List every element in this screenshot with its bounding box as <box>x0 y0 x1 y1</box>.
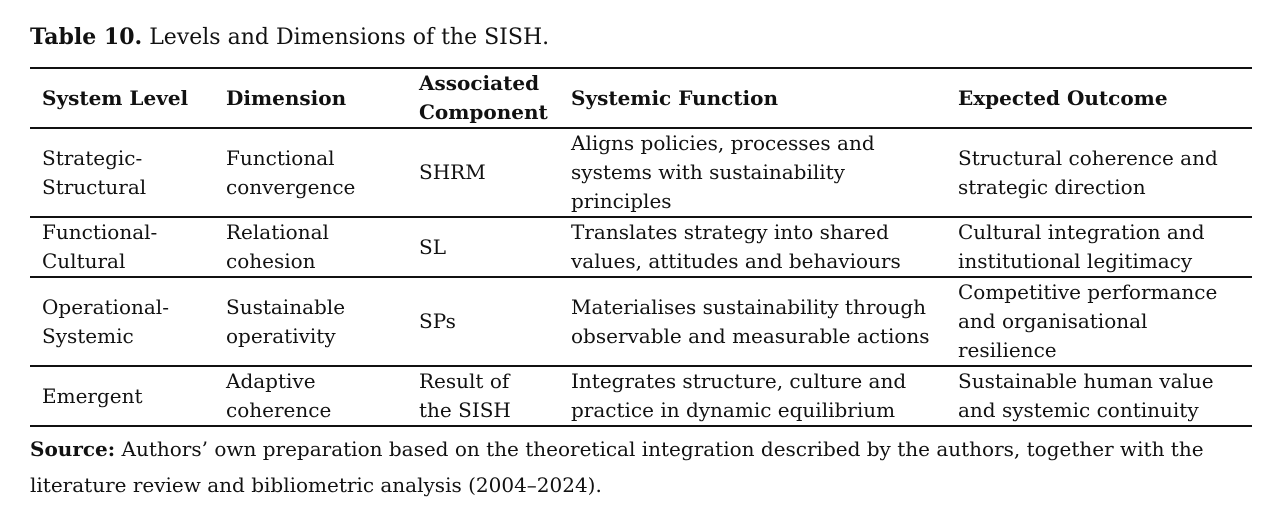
cell-systemic-function: Integrates structure, culture and practice in dynamic equilibrium <box>571 369 907 422</box>
table-row <box>30 217 1252 277</box>
header-systemic-function: Systemic Function <box>571 85 779 110</box>
source-text: Authors’ own preparation based on the theoretical integration described by the authors, together with the literature review and bibliometric analysis (2004–2024). <box>30 437 1204 497</box>
cell-system-level: Operational-Systemic <box>42 294 169 348</box>
table-row <box>30 277 1252 366</box>
table-row <box>30 366 1252 426</box>
caption-text: Levels and Dimensions of the SISH. <box>142 25 550 50</box>
cell-dimension: Functional convergence <box>226 145 356 199</box>
table-row <box>30 128 1252 217</box>
cell-associated-component: Result of the SISH <box>419 369 511 422</box>
cell-system-level: Emergent <box>42 383 143 408</box>
cell-systemic-function: Translates strategy into shared values, attitudes and behaviours <box>571 220 901 273</box>
header-system-level: System Level <box>42 85 189 110</box>
source-note <box>30 431 1260 503</box>
sish-levels-table <box>30 67 1252 427</box>
cell-associated-component: SHRM <box>419 160 486 184</box>
header-dimension: Dimension <box>226 85 347 110</box>
cell-expected-outcome: Competitive performance and organisational resilience <box>958 280 1218 362</box>
header-expected-outcome: Expected Outcome <box>958 85 1168 110</box>
cell-expected-outcome: Structural coherence and strategic direction <box>958 145 1218 199</box>
caption-label: Table 10. <box>30 24 143 50</box>
header-associated-component: Associated Component <box>419 71 548 124</box>
cell-expected-outcome: Sustainable human value and systemic continuity <box>958 369 1214 422</box>
table-header-row <box>30 68 1252 128</box>
cell-expected-outcome: Cultural integration and institutional legitimacy <box>958 220 1205 273</box>
cell-systemic-function: Aligns policies, processes and systems with sustainability principles <box>571 131 875 213</box>
cell-dimension: Relational cohesion <box>226 220 329 273</box>
cell-associated-component: SPs <box>419 309 456 333</box>
cell-systemic-function: Materialises sustainability through observable and measurable actions <box>571 294 930 348</box>
cell-associated-component: SL <box>419 234 446 259</box>
table-caption <box>30 20 549 55</box>
cell-dimension: Sustainable operativity <box>226 294 346 348</box>
source-label: Source: <box>30 437 116 461</box>
cell-dimension: Adaptive coherence <box>226 369 332 422</box>
cell-system-level: Functional-Cultural <box>42 220 158 273</box>
cell-system-level: Strategic-Structural <box>42 145 147 199</box>
